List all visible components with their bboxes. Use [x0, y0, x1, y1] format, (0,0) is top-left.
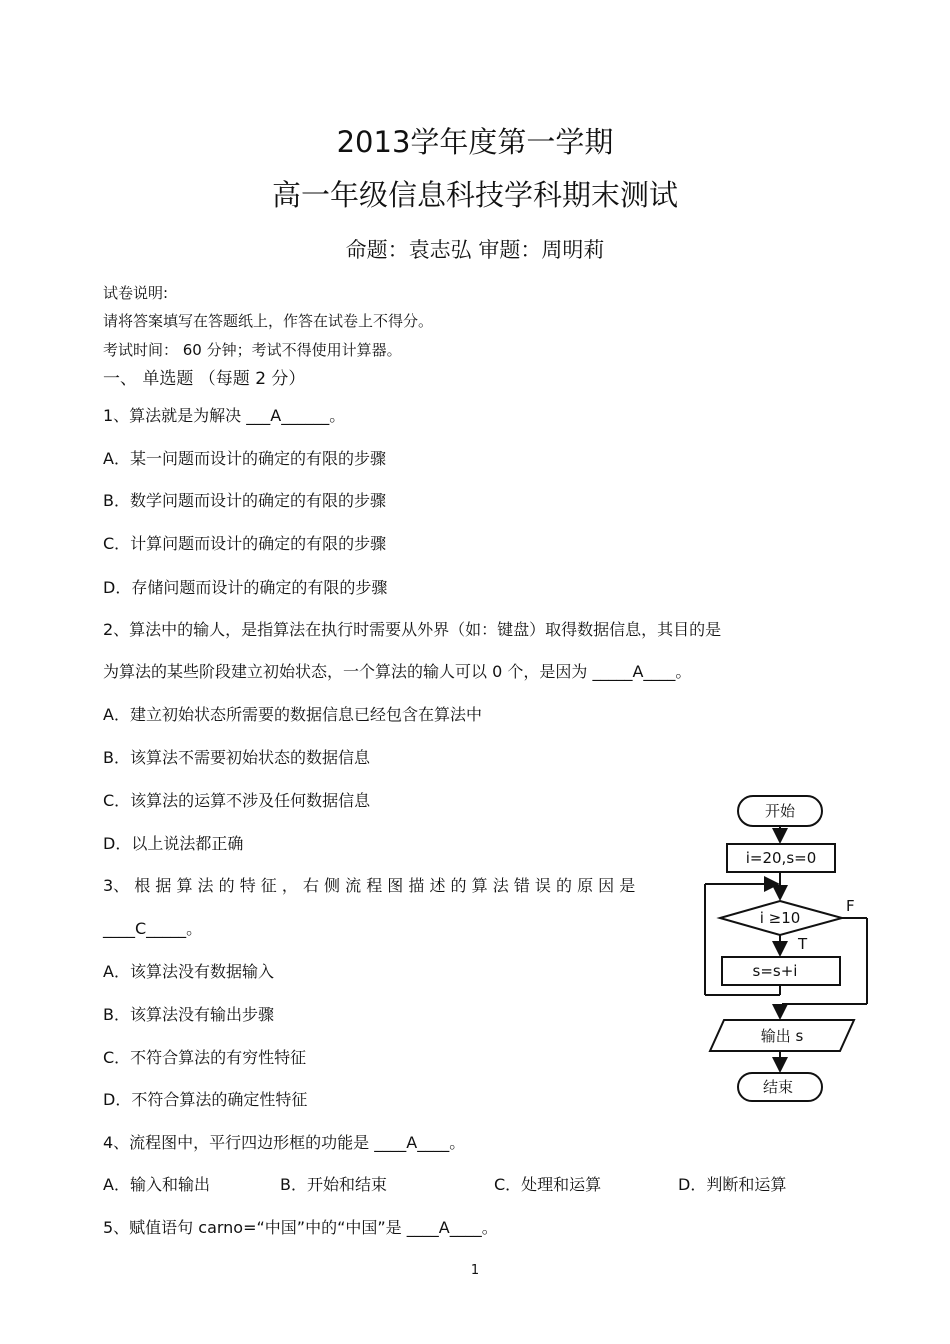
q2-option-d: D．以上说法都正确	[103, 834, 244, 853]
q4-stem: 4、流程图中，平行四边形框的功能是 ____A____。	[103, 1133, 466, 1152]
page-number: 1	[470, 1263, 480, 1278]
q1-stem: 1、算法就是为解决 ___A______。	[103, 406, 346, 425]
section-1-heading: 一、 单选题 （每题 2 分）	[103, 369, 306, 389]
q3-stem-line-1: 3、 根 据 算 法 的 特 征 ， 右 侧 流 程 图 描 述 的 算 法 错 误 的 原 因 是	[103, 876, 636, 895]
exam-authors: 命题：袁志弘 审题：周明莉	[345, 238, 605, 262]
flowchart-true-label: T	[798, 935, 808, 953]
flowchart	[690, 790, 890, 1110]
q3-option-b: B．该算法没有输出步骤	[103, 1005, 274, 1024]
q1-option-d: D．存储问题而设计的确定的有限的步骤	[103, 578, 388, 597]
instructions-line-2: 考试时间： 60 分钟；考试不得使用计算器。	[103, 341, 402, 359]
q4-option-b: B．开始和结束	[280, 1175, 387, 1194]
q1-option-c: C．计算问题而设计的确定的有限的步骤	[103, 534, 387, 553]
exam-title-year: 2013学年度第一学期	[336, 125, 614, 159]
flowchart-end-label: 结束	[762, 1078, 794, 1096]
flowchart-false-label: F	[846, 897, 855, 915]
q2-option-b: B．该算法不需要初始状态的数据信息	[103, 748, 370, 767]
flowchart-start-label: 开始	[764, 802, 796, 820]
flowchart-output-label: 输出 s	[760, 1027, 804, 1045]
q3-option-d: D．不符合算法的确定性特征	[103, 1090, 308, 1109]
q2-option-a: A．建立初始状态所需要的数据信息已经包含在算法中	[103, 705, 482, 724]
instructions-heading: 试卷说明:	[103, 284, 169, 302]
q2-stem-line-2: 为算法的某些阶段建立初始状态，一个算法的输人可以 0 个，是因为 _____A____。	[103, 662, 692, 681]
q1-option-b: B．数学问题而设计的确定的有限的步骤	[103, 491, 386, 510]
exam-title-subject: 高一年级信息科技学科期末测试	[271, 178, 678, 212]
q3-option-c: C．不符合算法的有穷性特征	[103, 1048, 307, 1067]
q3-option-a: A．该算法没有数据输入	[103, 962, 274, 981]
flowchart-process-label: s=s+i	[752, 962, 798, 980]
flowchart-condition-label: i ≥10	[759, 909, 801, 927]
q2-stem-line-1: 2、算法中的输人，是指算法在执行时需要从外界（如：键盘）取得数据信息，其目的是	[103, 620, 722, 639]
q1-option-a: A．某一问题而设计的确定的有限的步骤	[103, 449, 386, 468]
instructions-line-1: 请将答案填写在答题纸上，作答在试卷上不得分。	[103, 312, 434, 330]
q4-option-a: A．输入和输出	[103, 1175, 210, 1194]
q4-option-d: D．判断和运算	[678, 1175, 787, 1194]
q3-stem-line-2: ____C_____。	[103, 919, 203, 938]
q2-option-c: C．该算法的运算不涉及任何数据信息	[103, 791, 371, 810]
q4-option-c: C．处理和运算	[494, 1175, 602, 1194]
flowchart-init-label: i=20,s=0	[745, 849, 817, 867]
q5-stem: 5、赋值语句 carno=“中国”中的“中国”是 ____A____。	[103, 1218, 498, 1237]
